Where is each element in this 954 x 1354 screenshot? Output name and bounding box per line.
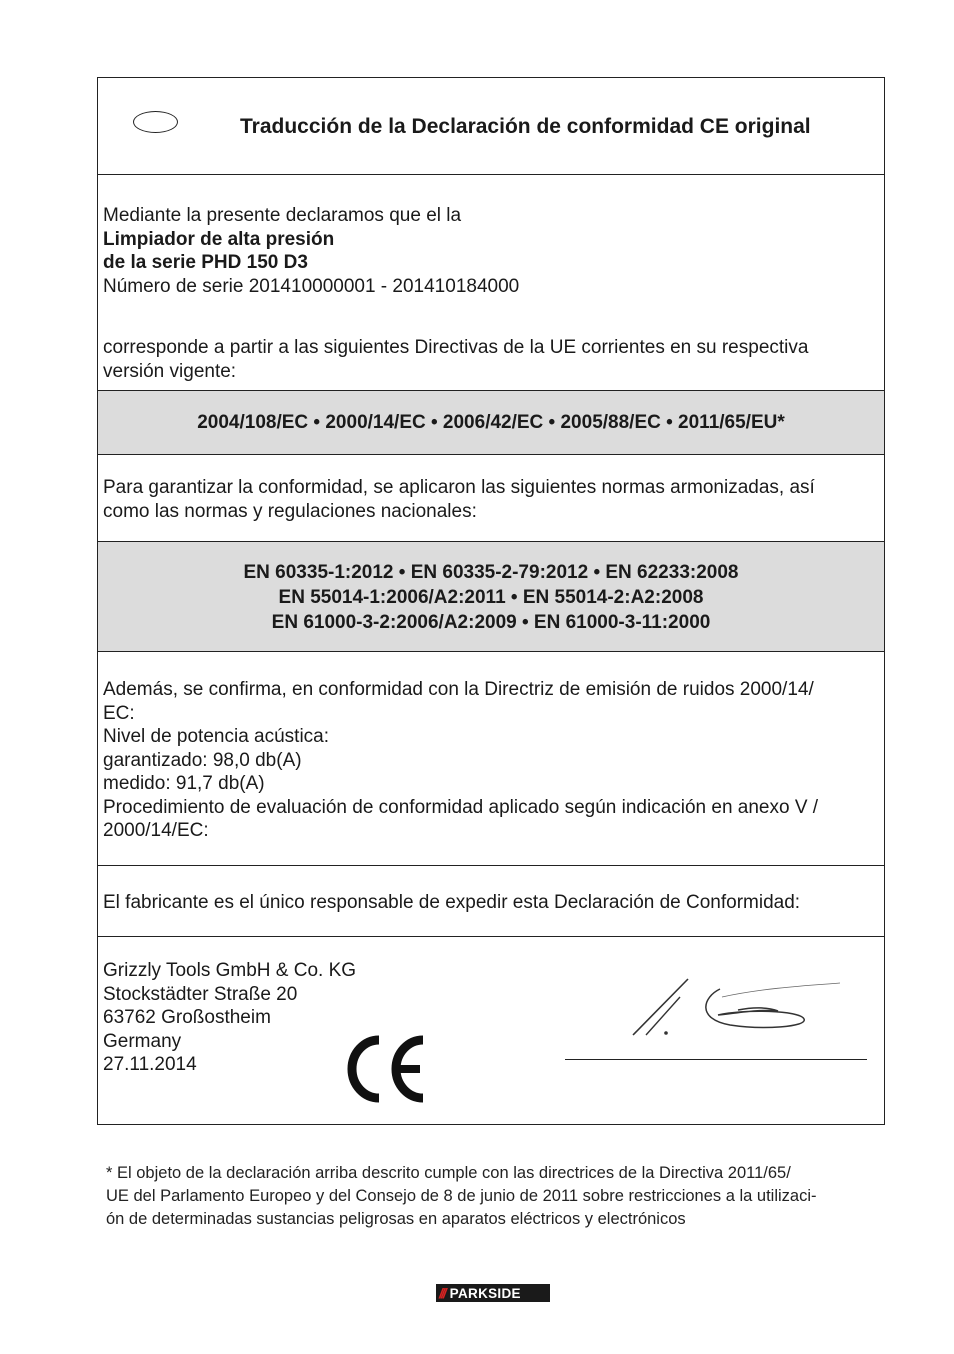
norms-intro-line: como las normas y regulaciones nacionales: (103, 500, 477, 522)
footnote-line: * El objeto de la declaración arriba descrito cumple con las directrices de la Directiva 2011/65/ (106, 1164, 791, 1182)
language-badge-oval (133, 111, 178, 133)
product-name: Limpiador de alta presión (103, 228, 335, 250)
noise-line: 2000/14/EC: (103, 820, 209, 841)
noise-line: Procedimiento de evaluación de conformidad aplicado según indicación en anexo V / (103, 796, 819, 818)
intro-prefix: Mediante la presente declaramos que el (103, 205, 447, 226)
product-series: de la serie PHD 150 D3 (103, 252, 308, 273)
directives-intro-line: versión vigente: (103, 360, 237, 382)
manufacturer-statement: El fabricante es el único responsable de expedir esta Declaración de Conformidad: (103, 892, 801, 913)
footnote (106, 1162, 886, 1231)
page-title: Traducción de la Declaración de conformidad CE original (240, 115, 811, 138)
norms-intro (103, 476, 878, 523)
norm-line: EN 61000-3-2:2006/A2:2009 • EN 61000-3-11:2000 (271, 612, 711, 633)
ce-mark-icon (344, 1034, 428, 1104)
signature-icon (618, 967, 878, 1042)
logo-slashes: /// (439, 1285, 445, 1301)
product-block (103, 204, 878, 298)
serial-number: Número de serie 201410000001 - 201410184000 (103, 275, 520, 297)
product-row (98, 175, 884, 391)
noise-row (98, 652, 884, 866)
norm-line: EN 60335-1:2012 • EN 60335-2-79:2012 • EN 62233:2008 (243, 562, 739, 583)
norms-row (98, 542, 884, 652)
directives-intro (103, 336, 878, 383)
directives-intro-line: corresponde a partir a las siguientes Directivas de la UE corrientes en su respectiva (103, 337, 809, 358)
intro-suffix: la (446, 205, 462, 226)
directives-list: 2004/108/EC • 2000/14/EC • 2006/42/EC • 2005/88/EC • 2011/65/EU* (197, 412, 785, 433)
noise-block (103, 678, 878, 843)
manufacturer-row (98, 866, 884, 937)
footnote-line: UE del Parlamento Europeo y del Consejo de 8 de junio de 2011 sobre restricciones a la utilizaci- (106, 1187, 817, 1205)
declaration-frame (97, 77, 885, 1125)
logo-text: PARKSIDE (449, 1285, 521, 1301)
norms-list (98, 560, 884, 635)
noise-line: EC: (103, 702, 135, 724)
norms-intro-line: Para garantizar la conformidad, se aplicaron las siguientes normas armonizadas, así (103, 477, 815, 498)
signature-row (98, 937, 884, 1126)
norms-intro-row (98, 455, 884, 542)
address-line: Stockstädter Straße 20 (103, 983, 298, 1005)
address-line: 63762 Großostheim (103, 1007, 271, 1028)
footnote-line: ón de determinadas sustancias peligrosas en aparatos eléctricos y electrónicos (106, 1210, 686, 1228)
noise-line: medido: 91,7 db(A) (103, 773, 265, 794)
address-line: Grizzly Tools GmbH & Co. KG (103, 960, 357, 981)
directives-row (98, 391, 884, 455)
noise-line: Nivel de potencia acústica: (103, 726, 330, 747)
noise-line: garantizado: 98,0 db(A) (103, 749, 302, 771)
noise-line: Además, se confirma, en conformidad con la Directriz de emisión de ruidos 2000/14/ (103, 679, 814, 700)
signature-line (565, 1059, 867, 1060)
title-row (98, 78, 884, 175)
address-line: Germany (103, 1030, 182, 1052)
parkside-logo (436, 1284, 550, 1302)
norm-line: EN 55014-1:2006/A2:2011 • EN 55014-2:A2:2008 (278, 587, 704, 608)
intro-line (103, 204, 878, 228)
declaration-date: 27.11.2014 (103, 1054, 197, 1075)
